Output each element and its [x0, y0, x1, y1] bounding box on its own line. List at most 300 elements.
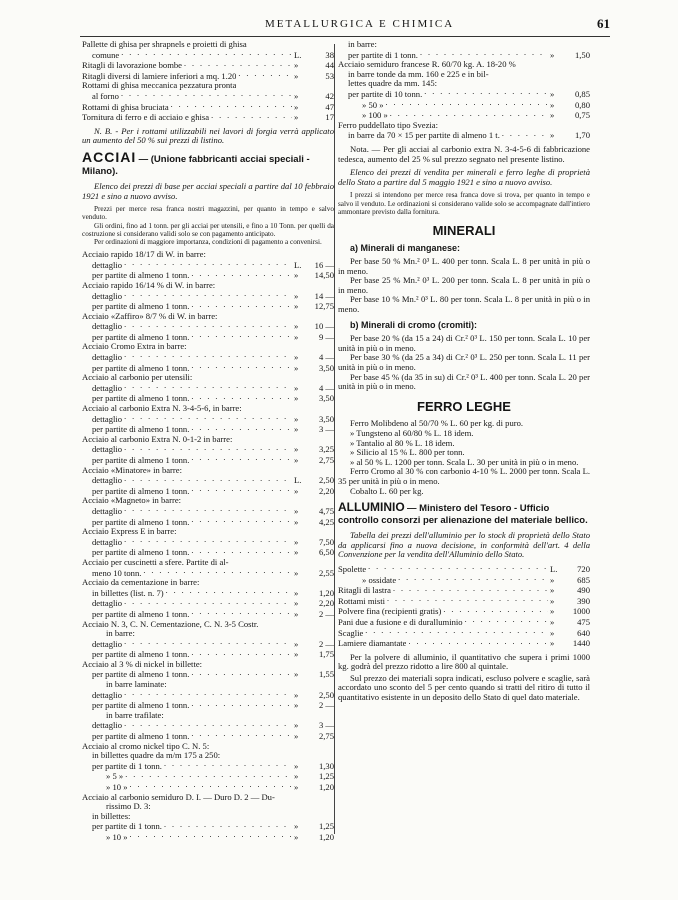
manganese-item: Per base 10 % Mn.² 0³ L. 80 per tonn. Scala L. 8 per unità in più o in meno. [338, 294, 590, 315]
leader-dots [191, 486, 292, 494]
row-price: 2,50 [318, 689, 334, 700]
currency-mark: » [294, 352, 299, 363]
leader-dots [191, 332, 292, 340]
currency-mark: L. [294, 49, 302, 60]
currency-mark: » [294, 362, 299, 373]
price-row [82, 250, 334, 260]
row-label: dettaglio [92, 690, 123, 700]
row-price: 12,75 [314, 301, 334, 312]
currency-mark: » [550, 616, 555, 627]
leader-dots [385, 100, 548, 108]
price-row [338, 606, 590, 617]
price-row [82, 373, 334, 383]
row-label: dettaglio [92, 537, 123, 547]
row-label: per partite di almeno 1 tonn. [92, 456, 190, 466]
price-row [82, 742, 334, 752]
manganese-title: a) Minerali di manganese: [350, 242, 461, 253]
row-label: per partite di almeno 1 tonn. [92, 363, 190, 373]
row-label: Rottami di ghisa meccanica pezzatura pronta [82, 81, 237, 91]
price-row [82, 506, 334, 517]
price-row [338, 628, 590, 639]
acciai-price-list [82, 250, 334, 842]
ferro-lega-item: Cobalto L. 60 per kg. [350, 485, 424, 496]
currency-mark: » [294, 290, 299, 301]
row-label: dettaglio [92, 599, 123, 609]
leader-dots [424, 89, 548, 97]
leader-dots [124, 352, 292, 360]
price-row [82, 793, 334, 803]
row-price: 4,25 [318, 516, 334, 527]
leader-dots [184, 60, 292, 68]
row-price: 1,70 [574, 130, 590, 141]
leader-dots [191, 731, 292, 739]
row-label: al forno [92, 91, 119, 101]
row-label: » 100 » [362, 111, 388, 121]
row-label: dettaglio [92, 445, 123, 455]
row-price: 7,50 [318, 536, 334, 547]
row-label: per partite di almeno 1 tonn. [92, 732, 190, 742]
currency-mark: » [294, 393, 299, 404]
price-row [82, 700, 334, 711]
currency-mark: » [294, 771, 299, 782]
leader-dots [166, 588, 292, 596]
currency-mark: L. [294, 475, 302, 486]
ferro-lega-item: Ferro Molibdeno al 50/70 % L. 60 per kg. di puro. [350, 418, 524, 429]
currency-mark: » [294, 444, 299, 455]
row-label: lettes quadre da mm. 145: [348, 79, 438, 89]
row-label: per partite di almeno 1 tonn. [92, 332, 190, 342]
price-row [82, 270, 334, 281]
currency-mark: » [550, 130, 555, 141]
ferro-leghe-list [338, 419, 590, 496]
row-price: 685 [577, 574, 590, 585]
price-row [338, 70, 590, 80]
row-price: 0,75 [574, 110, 590, 121]
acciai-heading [82, 148, 334, 178]
leader-dots [398, 575, 548, 583]
price-row [82, 680, 334, 690]
row-price: 4,75 [318, 505, 334, 516]
row-label: per partite di almeno 1 tonn. [92, 271, 190, 281]
row-price: 0,85 [574, 88, 590, 99]
currency-mark: » [294, 485, 299, 496]
currency-mark: » [294, 424, 299, 435]
row-label: in barre da 70 × 15 per partite di almeno 1 t. [348, 131, 500, 141]
price-row [338, 40, 590, 50]
row-price: 1,25 [318, 821, 334, 832]
price-row [82, 435, 334, 445]
leader-dots [129, 782, 292, 790]
row-label: Acciaio semiduro francese R. 60/70 kg. A. 18-20 % [338, 60, 516, 70]
scrap-price-list [82, 40, 334, 123]
nb-note: N. B. - Per i rottami utilizzabili nei lavori di forgia verrà applicato un aumento del 50 % sui prezzi di listino. [82, 125, 334, 146]
currency-mark: » [550, 606, 555, 617]
price-row [82, 112, 334, 123]
leader-dots [191, 270, 292, 278]
row-label: Rottami di ghisa bruciata [82, 102, 169, 112]
row-price: 47 [325, 101, 334, 112]
leader-dots [129, 832, 292, 840]
currency-mark: » [294, 321, 299, 332]
price-row [82, 731, 334, 742]
row-label: in barre laminate: [106, 680, 167, 690]
row-label: in barre tonde da mm. 160 e 225 e in bil- [348, 69, 489, 79]
price-row [82, 751, 334, 761]
row-label: Rottami misti [338, 596, 386, 606]
currency-mark: » [294, 831, 299, 842]
row-price: 3 — [318, 720, 334, 731]
row-label: Acciaio al carbonio per utensili: [82, 373, 193, 383]
minerali-intro: Elenco dei prezzi di vendita per minerali e ferro leghe di proprietà dello Stato a partire dal 5 maggio 1921 e sino a nuovo avviso. [338, 167, 590, 187]
row-label: Tornitura di ferro e di acciaio e ghisa [82, 113, 210, 123]
currency-mark: » [550, 574, 555, 585]
leader-dots [124, 414, 292, 422]
row-price: 53 [325, 70, 334, 81]
cromo-item: Per base 30 % (da 25 a 34) di Cr.² 0³ L. 250 per tonn. Scala L. 11 per unità in più o in meno. [338, 352, 590, 373]
currency-mark: » [294, 516, 299, 527]
leader-dots [124, 291, 292, 299]
currency-mark: » [294, 547, 299, 558]
acciai-conditions [82, 205, 334, 246]
currency-mark: » [294, 731, 299, 742]
price-row [82, 527, 334, 537]
row-price: 1000 [572, 606, 590, 617]
price-row [82, 517, 334, 528]
row-price: 1,20 [318, 587, 334, 598]
row-price: 17 [325, 112, 334, 123]
cromo-list [338, 334, 590, 392]
currency-mark: » [550, 99, 555, 110]
leader-dots [191, 301, 292, 309]
column-divider [334, 44, 335, 834]
row-price: 3,25 [318, 444, 334, 455]
row-price: 1,55 [318, 669, 334, 680]
minerali-title: MINERALI [432, 222, 496, 238]
currency-mark: » [294, 301, 299, 312]
row-label: Polvere fina (recipienti gratis) [338, 607, 442, 617]
manganese-list [338, 257, 590, 315]
price-row [82, 312, 334, 322]
price-row [82, 771, 334, 782]
leader-dots [191, 363, 292, 371]
price-row [338, 110, 590, 121]
row-price: 2,55 [318, 567, 334, 578]
row-price: 640 [577, 627, 590, 638]
currency-mark: » [294, 536, 299, 547]
leader-dots [164, 761, 292, 769]
currency-mark: » [294, 70, 299, 81]
price-row [82, 444, 334, 455]
page-number: 61 [597, 16, 610, 31]
currency-mark: » [550, 638, 555, 649]
leader-dots [124, 321, 292, 329]
row-label: comune [92, 50, 120, 60]
row-label: dettaglio [92, 383, 123, 393]
row-label: dettaglio [92, 639, 123, 649]
row-label: Acciaio «Minatore» in barre: [82, 465, 182, 475]
leader-dots [387, 596, 548, 604]
currency-mark: L. [294, 259, 302, 270]
price-row [82, 404, 334, 414]
price-row [338, 638, 590, 649]
row-label: per partite di 1 tonn. [92, 761, 162, 771]
currency-mark: » [550, 595, 555, 606]
price-row [82, 720, 334, 731]
currency-mark: » [550, 88, 555, 99]
row-label: per partite di 1 tonn. [348, 50, 418, 60]
price-row [82, 802, 334, 812]
leader-dots [124, 260, 292, 268]
price-row [82, 812, 334, 822]
cromo-item: Per base 45 % (da 35 in su) di Cr.² 0³ L. 400 per tonn. Scala L. 20 per unità in più o in meno. [338, 371, 590, 392]
manganese-item: Per base 50 % Mn.² 0³ L. 400 per tonn. Scala L. 8 per unità in più o in meno. [338, 256, 590, 276]
leader-dots [121, 91, 292, 99]
price-row [82, 50, 334, 61]
row-label: Acciaio da cementazione in barre: [82, 578, 200, 588]
price-row [82, 475, 334, 486]
condition-text: Per ordinazioni di maggiore importanza, condizioni di pagamento a convenirsi. [94, 237, 322, 246]
row-price: 1,25 [318, 771, 334, 782]
price-row [82, 620, 334, 630]
currency-mark: » [550, 110, 555, 121]
row-price: 2 — [318, 700, 334, 711]
row-label: Ritagli di lastra [338, 586, 391, 596]
price-row [82, 629, 334, 639]
currency-mark: » [294, 270, 299, 281]
row-label: Acciaio N. 3, C. N. Cementazione, C. N. 3-5 Costr. [82, 619, 259, 629]
price-row [82, 71, 334, 82]
price-row [82, 81, 334, 91]
price-row [338, 79, 590, 89]
leader-dots [393, 585, 548, 593]
alluminio-note-2: Sul prezzo dei materiali sopra indicati, escluso polvere e scaglie, sarà accordato uno sconto del 5 per cento quando si tratti del ritiro di tutto il quantitativo esistente in un deposito dello Stato di quel dato materiale. [338, 672, 590, 703]
leader-dots [191, 609, 292, 617]
price-row [82, 711, 334, 721]
price-row [82, 578, 334, 588]
price-row [82, 342, 334, 352]
page-header [80, 14, 610, 37]
currency-mark: » [294, 112, 299, 123]
leader-dots [191, 517, 292, 525]
acciai-intro: Elenco dei prezzi di base per acciai speciali a partire dal 10 febbraio 1921 e sino a nuovo avviso. [82, 180, 334, 201]
currency-mark: » [550, 49, 555, 60]
ferro-lega-item: » Tantalio al 80 % L. 18 idem. [350, 437, 455, 448]
row-label: per partite di almeno 1 tonn. [92, 670, 190, 680]
price-row [82, 455, 334, 466]
row-label: » 10 » [106, 783, 128, 793]
currency-mark: » [550, 585, 555, 596]
leader-dots [164, 821, 292, 829]
row-label: Scaglie [338, 628, 364, 638]
leader-dots [238, 71, 292, 79]
price-row [82, 466, 334, 476]
price-row [338, 60, 590, 70]
currency-mark: » [294, 638, 299, 649]
leader-dots [408, 638, 548, 646]
price-row [82, 301, 334, 312]
leader-dots [420, 50, 548, 58]
row-price: 1440 [572, 638, 590, 649]
right-column [338, 40, 590, 703]
row-label: Acciaio per cuscinetti a sfere. Partite di al- [82, 557, 229, 567]
price-row [338, 100, 590, 111]
row-label: in billettes: [92, 811, 131, 821]
row-label: » ossidate [362, 575, 397, 585]
leader-dots [465, 617, 548, 625]
alluminio-intro: Tabella dei prezzi dell'alluminio per lo stock di proprietà dello Stato da applicarsi fino a nuova decisione, in conformità dell'art. 4 della Convenzione per la vendita dell'Alluminio dello Stato. [338, 530, 590, 560]
row-label: dettaglio [92, 322, 123, 332]
row-price: 1,30 [318, 760, 334, 771]
row-label: per partite di almeno 1 tonn. [92, 517, 190, 527]
currency-mark: » [294, 60, 299, 71]
row-label: dettaglio [92, 721, 123, 731]
leader-dots [125, 771, 292, 779]
price-row [338, 564, 590, 575]
row-label: per partite di almeno 1 tonn. [92, 425, 190, 435]
row-price: 9 — [318, 331, 334, 342]
row-price: 2 — [318, 608, 334, 619]
row-label: » 10 » [106, 832, 128, 842]
price-row [82, 486, 334, 497]
alluminio-price-list [338, 564, 590, 649]
row-label: Spolette [338, 564, 367, 574]
currency-mark: » [294, 669, 299, 680]
price-row [82, 568, 334, 579]
price-row [82, 558, 334, 568]
leader-dots [124, 690, 292, 698]
row-price: 14,50 [314, 270, 334, 281]
row-price: 2,20 [318, 598, 334, 609]
row-price: 720 [577, 563, 590, 574]
currency-mark: » [294, 567, 299, 578]
price-row [338, 121, 590, 131]
row-label: dettaglio [92, 414, 123, 424]
row-label: Pani due a fusione e di duralluminio [338, 617, 463, 627]
leader-dots [191, 547, 292, 555]
minerali-conditions: I prezzi si intendono per merce resa franca dove si trova, per quanto in tempo e salvo il venduto. Le ordinazioni si considerano valide solo se accompagnate dall'intiero ammontare previsto dalla fornitura. [338, 191, 590, 216]
leader-dots [171, 102, 292, 110]
price-row [82, 496, 334, 506]
currency-mark: » [294, 821, 299, 832]
row-price: 44 [325, 60, 334, 71]
currency-mark: » [294, 413, 299, 424]
row-label: per partite di almeno 1 tonn. [92, 548, 190, 558]
currency-mark: » [294, 505, 299, 516]
price-row [338, 596, 590, 607]
row-price: 490 [577, 585, 590, 596]
leader-dots [211, 112, 292, 120]
cromo-item: Per base 20 % (da 15 a 24) di Cr.² 0³ L. 150 per tonn. Scala L. 10 per unità in più o in meno. [338, 333, 590, 353]
row-price: 390 [577, 595, 590, 606]
leader-dots [124, 537, 292, 545]
price-row [338, 89, 590, 100]
leader-dots [390, 110, 548, 118]
currency-mark: » [294, 101, 299, 112]
condition-text: Prezzi per merce resa franca nostri magazzini, per quanto in tempo e salvo venduto. [82, 205, 334, 222]
row-label: per partite di almeno 1 tonn. [92, 609, 190, 619]
alluminio-heading [338, 502, 590, 527]
price-row [82, 321, 334, 332]
row-label: Acciaio al carbonio semiduro D. I. — Duro D. 2 — Du- [82, 792, 275, 802]
currency-mark: » [294, 649, 299, 660]
row-label: in barre trafilate: [106, 710, 164, 720]
leader-dots [124, 639, 292, 647]
row-label: per partite di almeno 1 tonn. [92, 701, 190, 711]
alluminio-org: — Ministero del Tesoro - Ufficio controllo consorzi per alienazione del materiale bellico. [338, 503, 588, 527]
row-label: Pallette di ghisa per shrapnels e proietti di ghisa [82, 40, 247, 49]
price-row [82, 281, 334, 291]
price-row [82, 352, 334, 363]
price-row [338, 585, 590, 596]
price-row [82, 547, 334, 558]
row-price: 14 — [314, 290, 334, 301]
leader-dots [124, 475, 292, 483]
cromo-title: b) Minerali di cromo (cromiti): [350, 319, 478, 330]
row-label: Acciaio Express E in barre: [82, 527, 177, 537]
row-label: in barre: [348, 40, 377, 49]
row-price: 2,50 [318, 475, 334, 486]
row-price: 0,80 [574, 99, 590, 110]
price-row [82, 424, 334, 435]
leader-dots [365, 628, 548, 636]
price-row [82, 639, 334, 650]
row-price: 475 [577, 616, 590, 627]
row-price: 1,75 [318, 649, 334, 660]
leader-dots [191, 424, 292, 432]
row-label: Acciaio «Magneto» in barre: [82, 496, 182, 506]
row-label: per partite di almeno 1 tonn. [92, 302, 190, 312]
row-label: Acciaio al carbonio Extra N. 0-1-2 in barre: [82, 434, 233, 444]
currency-mark: » [294, 689, 299, 700]
manganese-item: Per base 25 % Mn.² 0³ L. 200 per tonn. Scala L. 8 per unità in più o in meno. [338, 275, 590, 295]
price-row [82, 598, 334, 609]
leader-dots [191, 649, 292, 657]
row-label: per partite di 10 tonn. [348, 89, 423, 99]
leader-dots [143, 568, 292, 576]
currency-mark: » [294, 760, 299, 771]
price-row [82, 60, 334, 71]
nota: Nota. — Per gli acciai al carbonio extra N. 3-4-5-6 di fabbricazione tedesca, aumento del 25 % sul prezzo segnato nel presente listino. [338, 143, 590, 164]
price-row [82, 383, 334, 394]
acciai-org: — (Unione fabbricanti acciai speciali - Milano). [82, 153, 310, 177]
currency-mark: » [294, 782, 299, 793]
price-row [82, 414, 334, 425]
row-label: Acciaio al 3 % di nickel in billette: [82, 659, 203, 669]
ferro-lega-item: » al 50 % L. 1200 per tonn. Scala L. 30 per unità in più o in meno. [350, 456, 579, 467]
price-row [82, 537, 334, 548]
row-price: 38 [325, 49, 334, 60]
ferro-lega-item: Ferro Cromo al 30 % con carbonio 4-10 % L. 2000 per tonn. Scala L. 35 per unità in più o in meno. [338, 466, 590, 486]
row-label: Lamiere diamantate [338, 639, 407, 649]
currency-mark: » [294, 587, 299, 598]
leader-dots [124, 444, 292, 452]
price-row [338, 575, 590, 586]
row-label: Acciaio rapido 16/14 % di W. in barre: [82, 280, 216, 290]
row-label: per partite di almeno 1 tonn. [92, 650, 190, 660]
currency-mark: » [294, 700, 299, 711]
currency-mark: » [294, 455, 299, 466]
row-price: 2,20 [318, 485, 334, 496]
row-label: meno 10 tonn. [92, 568, 142, 578]
row-price: 4 — [318, 382, 334, 393]
leader-dots [368, 564, 548, 572]
row-label: dettaglio [92, 353, 123, 363]
running-title: METALLURGICA E CHIMICA [265, 18, 455, 30]
price-row [82, 821, 334, 832]
leader-dots [191, 455, 292, 463]
row-label: Ferro puddellato tipo Svezia: [338, 120, 438, 130]
row-label: rissimo D. 3: [106, 802, 151, 812]
